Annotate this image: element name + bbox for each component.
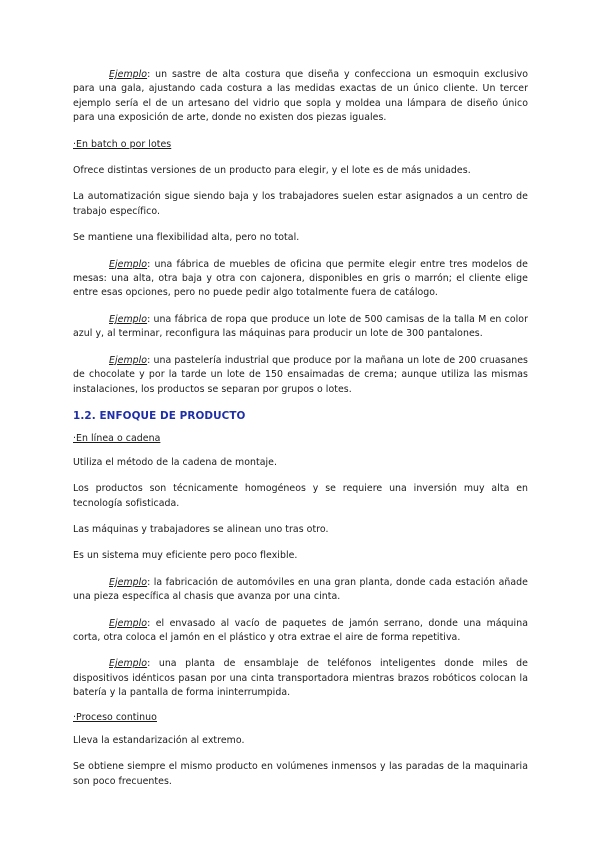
example-text: : una pastelería industrial que produce por la mañana un lote de 200 cruasanes de chocolate y por la tarde un lote de 150 ensaimadas de crema; aunque utiliza las mismas instalaciones, los productos se separan por grupos o lotes. xyxy=(73,354,528,395)
example-label: Ejemplo xyxy=(109,313,148,325)
example-label: Ejemplo xyxy=(109,617,148,629)
example-paragraph xyxy=(73,576,528,605)
example-label: Ejemplo xyxy=(109,658,148,670)
example-paragraph xyxy=(73,313,528,342)
example-label: Ejemplo xyxy=(109,354,148,366)
example-paragraph xyxy=(73,617,528,646)
body-paragraph: La automatización sigue siendo baja y los trabajadores suelen estar asignados a un centro de trabajo específico. xyxy=(73,191,528,217)
body-paragraph: Las máquinas y trabajadores se alinean uno tras otro. xyxy=(73,523,329,535)
subheading-linea: ·En línea o cadena xyxy=(73,433,161,445)
example-text: : el envasado al vacío de paquetes de jamón serrano, donde una máquina corta, otra coloca el jamón en el plástico y otra extrae el aire de forma repetitiva. xyxy=(73,617,528,643)
example-text: : un sastre de alta costura que diseña y confecciona un esmoquin exclusivo para una gala, ajustando cada costura a las medidas exactas de un único cliente. Un tercer ejemplo sería el de un artesano del vidrio que sopla y moldea una lámpara de diseño único para una exposición de arte, donde no existen dos piezas iguales. xyxy=(73,69,528,124)
example-paragraph xyxy=(73,258,528,301)
body-paragraph: Utiliza el método de la cadena de montaje. xyxy=(73,456,278,468)
example-label: Ejemplo xyxy=(109,576,148,588)
body-paragraph: Los productos son técnicamente homogéneos y se requiere una inversión muy alta en tecnología sofisticada. xyxy=(73,483,528,509)
example-text: : la fabricación de automóviles en una gran planta, donde cada estación añade una pieza específica al chasis que avanza por una cinta. xyxy=(73,576,528,603)
subheading-continuo: ·Proceso continuo xyxy=(73,711,157,723)
section-heading: 1.2. ENFOQUE DE PRODUCTO xyxy=(73,409,246,422)
example-label: Ejemplo xyxy=(109,69,148,80)
body-paragraph: Lleva la estandarización al extremo. xyxy=(73,735,245,746)
body-paragraph: Es un sistema muy eficiente pero poco flexible. xyxy=(73,550,298,562)
example-text: : una fábrica de ropa que produce un lote de 500 camisas de la talla M en color azul y, al terminar, reconfigura las máquinas para producir un lote de 300 pantalones. xyxy=(73,313,528,340)
body-paragraph: Se obtiene siempre el mismo producto en volúmenes inmensos y las paradas de la maquinaria son poco frecuentes. xyxy=(73,761,528,787)
example-text: : una fábrica de muebles de oficina que permite elegir entre tres modelos de mesas: una alta, otra baja y otra con cajonera, disponibles en gris o marrón; el cliente elige entre esas opciones, pero no puede pedir algo totalmente fuera de catálogo. xyxy=(73,258,528,299)
example-paragraph xyxy=(73,68,528,126)
body-paragraph: Ofrece distintas versiones de un producto para elegir, y el lote es de más unidades. xyxy=(73,165,471,177)
example-text: : una planta de ensamblaje de teléfonos inteligentes donde miles de dispositivos idénticos pasan por una cinta transportadora mientras brazos robóticos colocan la batería y la pantalla de forma ininterrumpida. xyxy=(73,658,528,699)
example-paragraph xyxy=(73,657,528,700)
subheading-batch: ·En batch o por lotes xyxy=(73,138,172,150)
example-label: Ejemplo xyxy=(109,258,148,270)
body-paragraph: Se mantiene una flexibilidad alta, pero no total. xyxy=(73,232,300,244)
example-paragraph xyxy=(73,354,528,397)
